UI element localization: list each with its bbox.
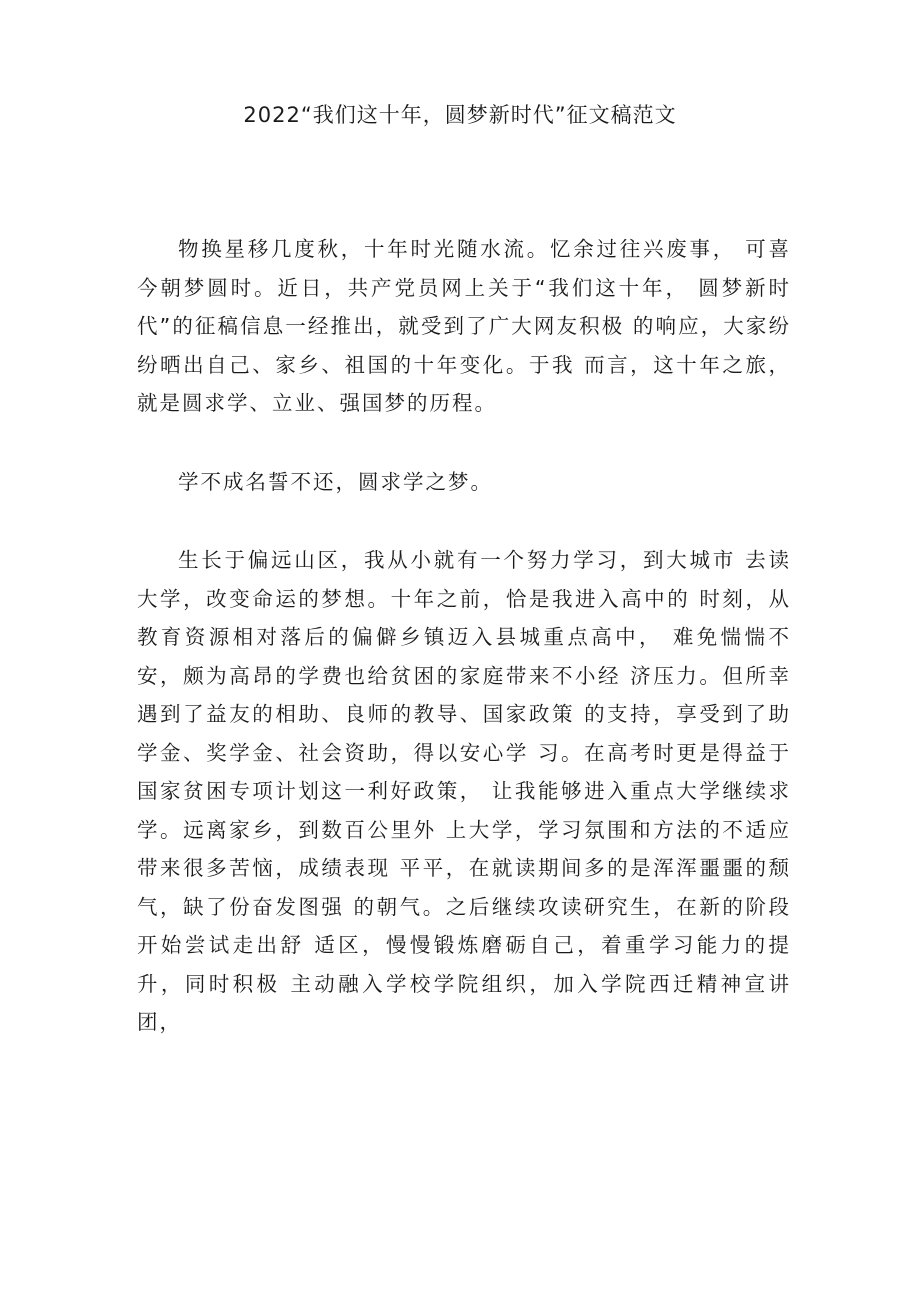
document-title: 2022“我们这十年，圆梦新时代”征文稿范文 <box>243 103 677 127</box>
document-body <box>137 230 791 1042</box>
paragraph-study-story: 生长于偏远山区，我从小就有一个努力学习，到大城市 去读大学，改变命运的梦想。十年之前，恰是我进入高中的 时刻，从教育资源相对落后的偏僻乡镇迈入县城重点高中， 难免惴惴不安，颇为高昂的学费也给贫困的家庭带来不小经 济压力。但所幸遇到了益友的相助、良师的教导、国家政策 的支持，享受到了助学金、奖学金、社会资助，得以安心学 习。在高考时更是得益于国家贫困专项计划这一利好政策， 让我能够进入重点大学继续求学。远离家乡，到数百公里外 上大学，学习氛围和方法的不适应带来很多苦恼，成绩表现 平平，在就读期间多的是浑浑噩噩的颓气，缺了份奋发图强 的朝气。之后继续攻读研究生，在新的阶段开始尝试走出舒 适区，慢慢锻炼磨砺自己，着重学习能力的提升，同时积极 主动融入学校学院组织，加入学院西迁精神宣讲团， <box>137 548 791 1034</box>
paragraph-heading-study-dream: 学不成名誓不还，圆求学之梦。 <box>178 469 493 494</box>
paragraph-intro: 物换星移几度秋，十年时光随水流。忆余过往兴废事， 可喜今朝梦圆时。近日，共产党员网上关于“我们这十年， 圆梦新时代”的征稿信息一经推出，就受到了广大网友积极 的响应，大家纷纷晒出自己、家乡、祖国的十年变化。于我 而言，这十年之旅，就是圆求学、立业、强国梦的历程。 <box>137 237 791 415</box>
